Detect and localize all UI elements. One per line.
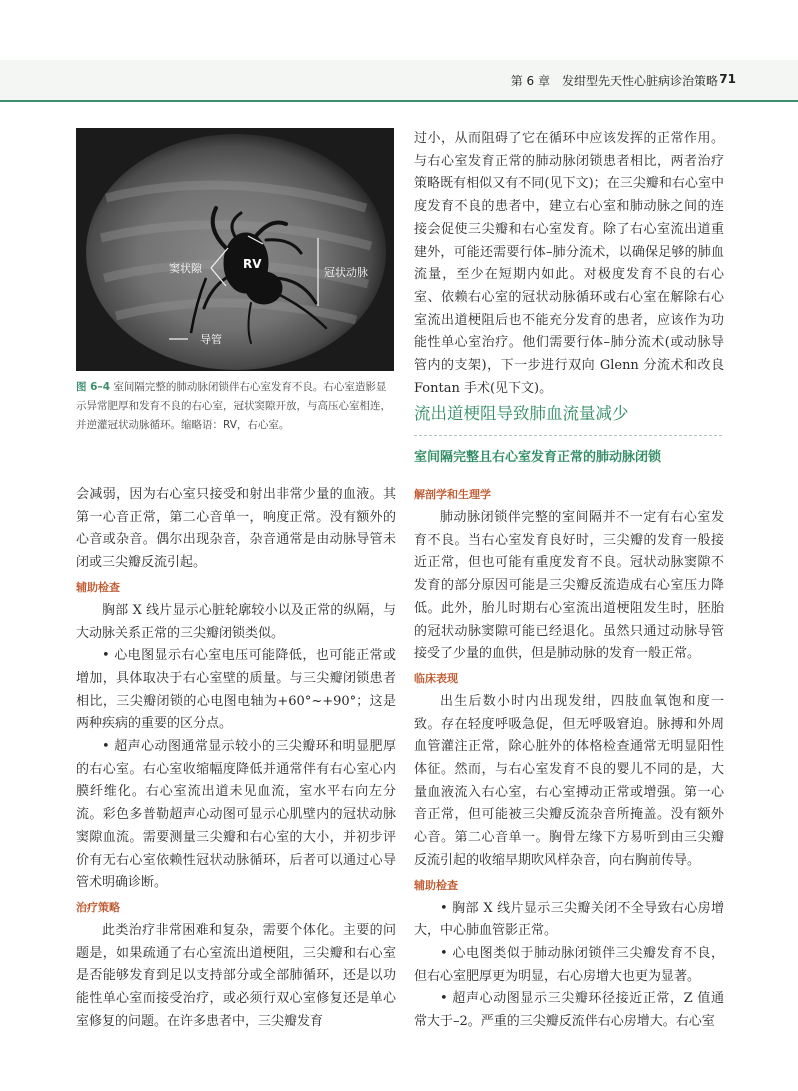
page-number: 71 [719, 72, 736, 86]
left-column [76, 484, 396, 1033]
bullet-paragraph: • 心电图类似于肺动脉闭锁伴三尖瓣发育不良，但右心室肥厚更为明显，右心房增大也更为显著。 [414, 945, 724, 984]
paragraph: 胸部 X 线片显示心脏轮廓较小以及正常的纵隔，与大动脉关系正常的三尖瓣闭锁类似。 [76, 602, 396, 641]
paragraph: 此类治疗非常困难和复杂，需要个体化。主要的问题是，如果疏通了右心室流出道梗阻，三尖瓣和右心室是否能够发育到足以支持部分或全部肺循环，还是以功能性单心室而接受治疗，或必须行双心室修复还是单心室修复的问题。在许多患者中，三尖瓣发育 [76, 922, 396, 1029]
figure-caption [76, 378, 396, 435]
bullet-paragraph: • 超声心动图显示三尖瓣环径接近正常，Z 值通常大于–2。严重的三尖瓣反流伴右心房增大。右心室 [414, 991, 724, 1030]
label-catheter: 导管 [200, 333, 222, 346]
subheading-clinical: 临床表现 [414, 671, 458, 685]
chapter-title: 第 6 章 发绀型先天性心脏病诊治策略 [510, 74, 718, 88]
label-sinusoid: 窦状隙 [169, 262, 202, 275]
subheading-treatment: 治疗策略 [76, 900, 120, 914]
paragraph: 过小，从而阻碍了它在循环中应该发挥的正常作用。与右心室发育正常的肺动脉闭锁患者相比，两者治疗策略既有相似又有不同(见下文)；在三尖瓣和右心室中度发育不良的患者中，建立右心室和肺动脉之间的连接会促使三尖瓣和右心室发育。除了右心室流出道重建外，可能还需要行体–肺分流术，以确保足够的肺血流量，至少在短期内如此。对极度发育不良的右心室、依赖右心室的冠状动脉循环或右心室在解除右心室流出道梗阻后也不能充分发育的患者，应该作为功能性单心室治疗。他们需要行体–肺分流术(或动脉导管内的支架)，下一步进行双向 Glenn 分流术和改良 Fontan 手术(见下文)。 [414, 131, 724, 396]
bullet-paragraph: • 超声心动图通常显示较小的三尖瓣环和明显肥厚的右心室。右心室收缩幅度降低并通常伴有右心室心内膜纤维化。右心室流出道未见血流，室水平右向左分流。彩色多普勒超声心动图可显示心肌壁内的冠状动脉窦隙血流。需要测量三尖瓣和右心室的大小，并初步评价有无右心室依赖性冠状动脉循环，后者可以通过心导管术明确诊断。 [76, 739, 396, 891]
label-coronary-artery: 冠状动脉 [324, 266, 368, 279]
bullet-paragraph: • 心电图显示右心室电压可能降低，也可能正常或增加，具体取决于右心室壁的质量。与三尖瓣闭锁患者相比，三尖瓣闭锁的心电图电轴为+60°~+90°；这是两种疾病的重要的区分点。 [76, 648, 396, 732]
angiogram-image [76, 128, 394, 371]
right-column-top [414, 128, 724, 400]
figure-caption-text: 室间隔完整的肺动脉闭锁伴右心室发育不良。右心室造影显示异常肥厚和发育不良的右心室，冠状窦隙开放，与高压心室相连，并逆灌冠状动脉循环。缩略语：RV，右心室。 [76, 381, 391, 431]
page-header [0, 60, 798, 102]
section-title: 流出道梗阻导致肺血流量减少 [414, 404, 629, 423]
angiogram-figure [76, 128, 394, 371]
bullet-paragraph: • 胸部 X 线片显示三尖瓣关闭不全导致右心房增大，中心肺血管影正常。 [414, 900, 724, 939]
paragraph: 出生后数小时内出现发绀，四肢血氧饱和度一致。存在轻度呼吸急促，但无呼吸窘迫。脉搏和外周血管灌注正常，除心脏外的体格检查通常无明显阳性体征。然而，与右心室发育不良的婴儿不同的是，大量血液流入右心室，右心室搏动正常或增强。第一心音正常，但可能被三尖瓣反流杂音所掩盖。没有额外心音。第二心音单一。胸骨左缘下方易听到由三尖瓣反流引起的收缩早期吹风样杂音，向右胸前传导。 [414, 693, 724, 868]
paragraph: 会减弱，因为右心室只接受和射出非常少量的血液。其第一心音正常，第二心音单一，响度正常。没有额外的心音或杂音。偶尔出现杂音，杂音通常是由动脉导管未闭或三尖瓣反流引起。 [76, 487, 396, 571]
subsection-title: 室间隔完整且右心室发育正常的肺动脉闭锁 [414, 450, 662, 465]
subheading-ancillary-tests: 辅助检查 [76, 580, 120, 594]
label-rv: RV [243, 257, 262, 271]
figure-label: 图 6–4 [76, 381, 111, 393]
subheading-anatomy: 解剖学和生理学 [414, 488, 491, 501]
right-column-bottom [414, 482, 724, 1034]
paragraph: 肺动脉闭锁伴完整的室间隔并不一定有右心室发育不良。当右心室发育良好时，三尖瓣的发育一般接近正常，但也可能有重度发育不良。冠状动脉窦隙不发育的部分原因可能是三尖瓣反流造成右心室压力降低。此外，胎儿时期右心室流出道梗阻发生时，胚胎的冠状动脉窦隙可能已经退化。虽然只通过动脉导管接受了少量的血供，但是肺动脉的发育一般正常。 [414, 510, 724, 662]
subheading-ancillary-tests: 辅助检查 [414, 878, 458, 892]
section-divider [414, 435, 724, 436]
